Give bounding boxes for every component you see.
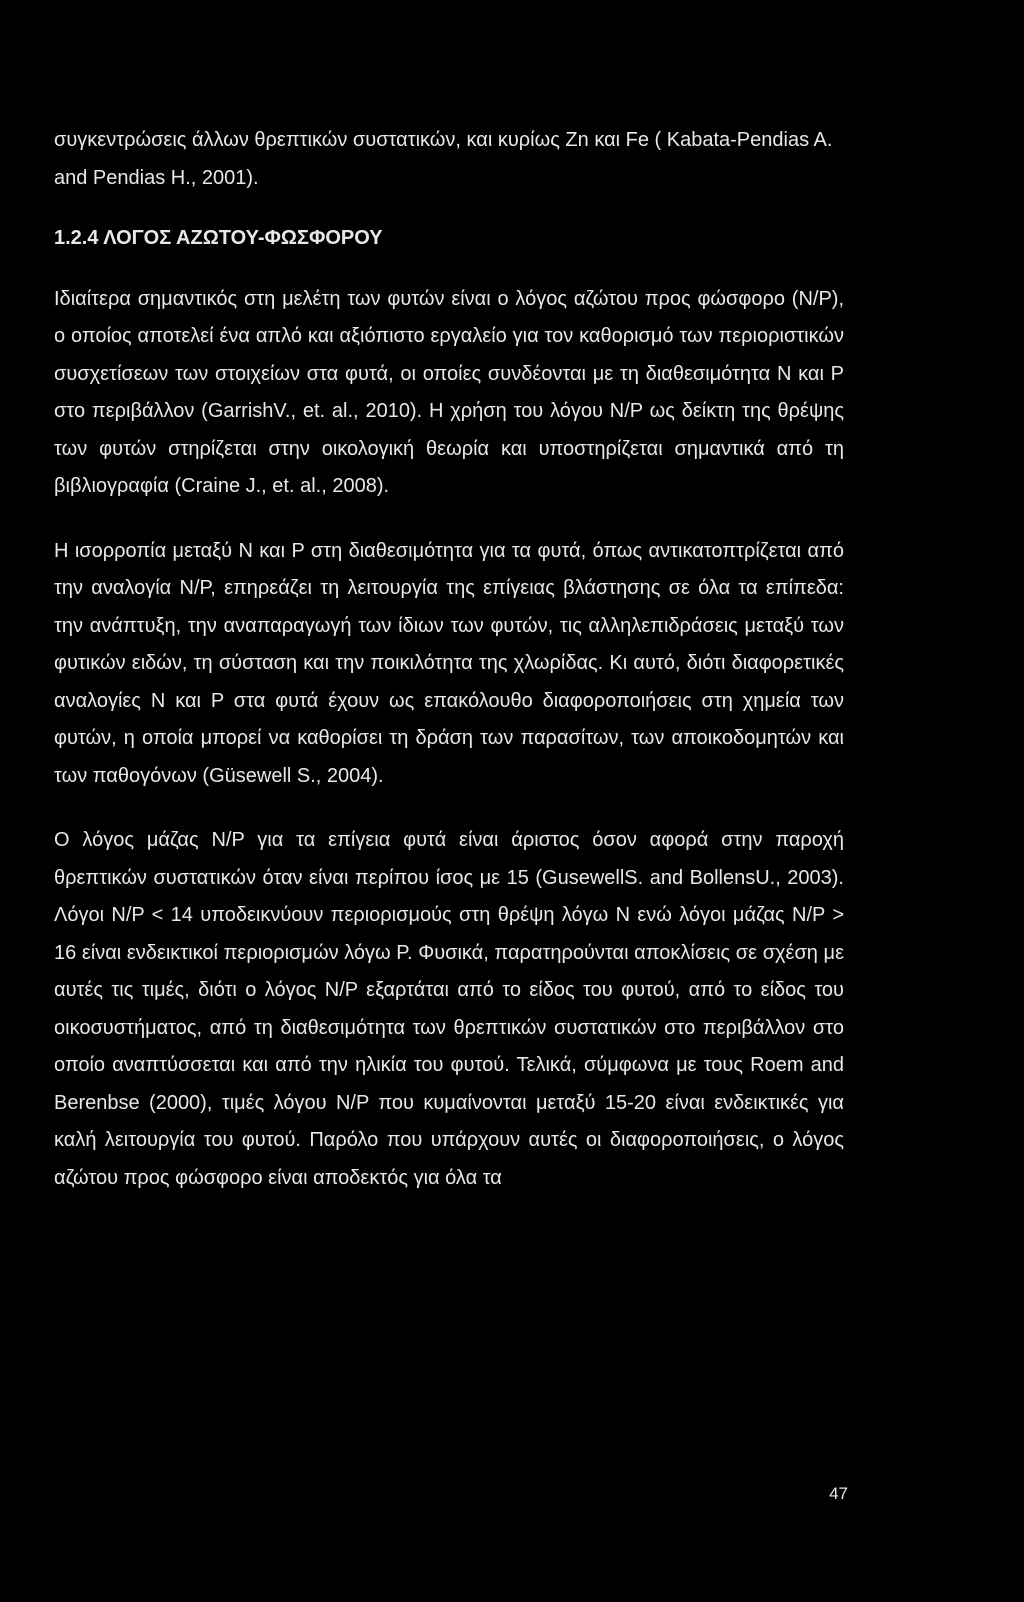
page-number: 47 bbox=[829, 1484, 848, 1503]
intro-paragraph: συγκεντρώσεις άλλων θρεπτικών συστατικών, και κυρίως Zn και Fe ( Kabata-Pendias A. and Pendias H., 2001). bbox=[54, 129, 833, 189]
body-paragraph-2: Η ισορροπία μεταξύ N και P στη διαθεσιμότητα για τα φυτά, όπως αντικατοπτρίζεται από την αναλογία N/P, επηρεάζει τη λειτουργία της επίγειας βλάστησης σε όλα τα επίπεδα: την ανάπτυξη, την αναπαραγωγή των ίδιων των φυτών, τις αλληλεπιδράσεις μεταξύ των φυτικών ειδών, τη σύσταση και την ποικιλότητα της χλωρίδας. Κι αυτό, διότι διαφορετικές αναλογίες N και P στα φυτά έχουν ως επακόλουθο διαφοροποιήσεις στη χημεία των φυτών, η οποία μπορεί να καθορίσει τη δράση των παρασίτων, των αποικοδομητών και των παθογόνων (Güsewell S., 2004). bbox=[54, 539, 844, 787]
section-heading: 1.2.4 ΛΟΓΟΣ ΑΖΩΤΟΥ-ΦΩΣΦΟΡΟΥ bbox=[54, 227, 383, 249]
body-paragraph-3: Ο λόγος μάζας N/P για τα επίγεια φυτά είναι άριστος όσον αφορά στην παροχή θρεπτικών συστατικών όταν είναι περίπου ίσος με 15 (GusewellS. and BollensU., 2003). Λόγοι N/P < 14 υποδεικνύουν περιορισμούς στη θρέψη λόγω N ενώ λόγοι μάζας N/P > 16 είναι ενδεικτικοί περιορισμών λόγω P. Φυσικά, παρατηρούνται αποκλίσεις σε σχέση με αυτές τις τιμές, διότι ο λόγος N/P εξαρτάται από το είδος του φυτού, από το είδος του οικοσυστήματος, από τη διαθεσιμότητα των θρεπτικών συστατικών στο περιβάλλον στο οποίο αναπτύσσεται και από την ηλικία του φυτού. Τελικά, σύμφωνα με τους Roem and Berenbse (2000), τιμές λόγου N/P που κυμαίνονται μεταξύ 15-20 είναι ενδεικτικές για καλή λειτουργία του φυτού. Παρόλο που υπάρχουν αυτές οι διαφοροποιήσεις, ο λόγος αζώτου προς φώσφορο είναι αποδεκτός για όλα τα bbox=[54, 829, 844, 1189]
body-paragraph-1: Ιδιαίτερα σημαντικός στη μελέτη των φυτών είναι ο λόγος αζώτου προς φώσφορο (N/P), ο οποίος αποτελεί ένα απλό και αξιόπιστο εργαλείο για τον καθορισμό των περιοριστικών συσχετίσεων των στοιχείων στα φυτά, οι οποίες συνδέονται με τη διαθεσιμότητα N και P στο περιβάλλον (GarrishV., et. al., 2010). Η χρήση του λόγου N/P ως δείκτη της θρέψης των φυτών στηρίζεται στην οικολογική θεωρία και υποστηρίζεται σημαντικά από τη βιβλιογραφία (Craine J., et. al., 2008). bbox=[54, 287, 844, 497]
document-page bbox=[54, 122, 844, 1197]
